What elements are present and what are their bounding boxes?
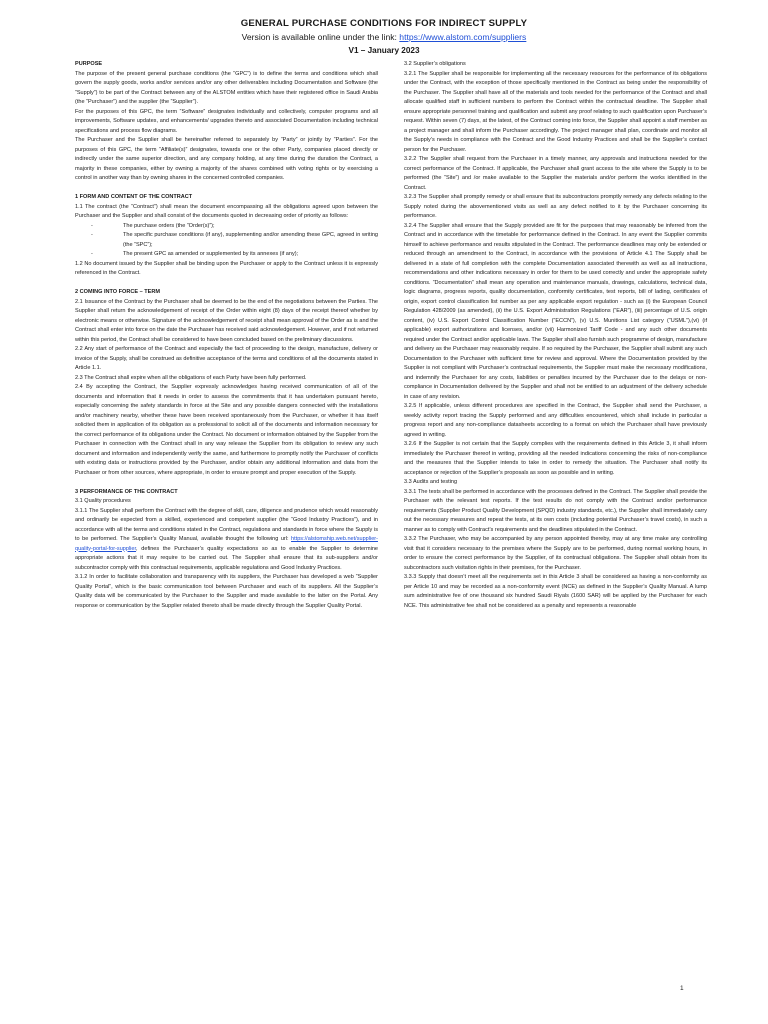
paragraph: 3.2.5 If applicable, unless different procedures are specified in the Contract, the Supplier shall send the Purchaser, a weekly activity report tracing the Supply performed and any difficulties encountered, which shall include in particular a progress report and any non-compliance datasheets according to a format on which the Purchaser shall have previously agreed in writing. <box>404 403 707 438</box>
paragraph: 3.2.3 The Supplier shall promptly remedy or shall ensure that its subcontractors promptly remedy any defects relating to the Supply noted during the abovementioned visits as well as any defect notified to it by the Purchaser concerning its performance. <box>404 194 707 219</box>
list-item-text: The specific purchase conditions (if any), supplementing and/or amending these GPC, agreed in writing (the “SPC”); <box>123 232 378 248</box>
list-item: - The specific purchase conditions (if any), supplementing and/or amending these GPC, agreed in writing (the “SPC”); <box>91 232 378 248</box>
paragraph-text: , defines the Purchaser’s quality expectations so as to enable the Supplier to determine appropriate actions that it may require to be carried out. The Supplier shall ensure that its sub-suppliers and/or subcontractor comply with this contractual requirements, applicable regulations and Good Industry Practices. <box>75 545 378 571</box>
paragraph-text: 3.1.1 The Supplier shall perform the Contract with the degree of skill, care, diligence and prudence which would reasonably and ordinarily be expected from a skilled, experienced and competent supplier (the “Good Industry Practices”), and in accordance with all the terms and conditions stated in the Contract, regulations and standards in force where the Supply is to be performed. The Supplier’s Quality Manual, available thought the following url: <box>75 507 378 542</box>
paragraph: 2.1 Issuance of the Contract by the Purchaser shall be deemed to be the end of the negotiations between the Parties. The Supplier shall return the acknowledgement of receipt of the Order within eight (8) days of the receipt thereof whether by electronic means or otherwise. Signature of the acknowledgement of receipt shall mean approval of the Order as is and the Contract shall enter into force on the date the Purchaser has received said acknowledgement. However, and if not returned within this period, the Contract shall be considered to have been concluded based on the preliminary discussions. <box>75 298 378 343</box>
right-column <box>404 60 707 611</box>
paragraph: 2.2 Any start of performance of the Contract and especially the fact of proceeding to the design, manufacture, delivery or invoice of the Supply, shall be construed as definitive acceptance of the terms and conditions of all the documents stated in Article 1.1. <box>75 346 378 371</box>
paragraph: 2.4 By accepting the Contract, the Supplier expressly acknowledges having received communication of all of the documents and information that it needs in order to assess the commitments that it has undertaken pursuant hereto, especially concerning the safety standards in force at the Site and any possible dangers connected with the installations and/or machinery nearby, whether these have been received spontaneously from the Purchaser, or whether it has itself solicited them in application of its obligation as a professional to solicit all of the documents and information necessary for the correct performance of its obligations under the Contract. No document or information obtained by the Supplier from the Purchaser in connection with the Contract shall in any way release the Supplier from its obligation to review any such document and information and independently verify the same, and furthermore to promptly notify the Purchaser of conflicts with existing data or instructions provided by the Purchaser, and/or obtain any additional information and data from the Purchaser or from other sources, where appropriate, in order to ensure prompt and proper execution of the Supply. <box>75 384 378 476</box>
page-number: 1 <box>680 985 684 992</box>
list-item: - The purchase orders (the “Order(s)”); <box>91 222 215 229</box>
left-column <box>75 60 378 611</box>
paragraph: 3.2.2 The Supplier shall request from the Purchaser in a timely manner, any approvals and instructions needed for the correct performance of the Contract. If applicable, the Purchaser shall grant access to the site where the Supply is to be performed (the “Site”) and /or make available to the Supplier the materials and/or perform the works identified in the Contract. <box>404 156 707 191</box>
paragraph: The Purchaser and the Supplier shall be hereinafter referred to separately by “Party” or jointly by “Parties”. For the purposes of this GPC, the term “Affiliate(s)” designates, towards one or the other Party, companies placed directly or indirectly under the same superior direction, and any company holding, at any time during the duration the Contract, a majority in these companies, either by owning a majority of the shares combined with voting rights or by exercising a control in another way than by owning shares in the concerned controlled companies. <box>75 137 378 181</box>
section-heading-3: 3 PERFORMANCE OF THE CONTRACT <box>75 488 178 495</box>
version-prefix: Version is available online under the link: <box>241 32 400 42</box>
list-item: - The present GPC as amended or supplemented by its annexes (if any); <box>91 251 299 257</box>
paragraph: 3.3.2 The Purchaser, who may be accompanied by any person appointed thereby, may at any time make any controlling visit that it considers necessary to the premises where the Supply are to be performed, during normal working hours, in order to ensure the correct performance by the Supplier, of its contractual obligations. The Supplier shall obtain from its subcontractors such visitation rights in their premises, for the Purchaser. <box>404 536 707 571</box>
subsection-heading: 3.3 Audits and testing <box>404 479 458 485</box>
paragraph: 3.2.6 If the Supplier is not certain that the Supply complies with the requirements defined in this Article 3, it shall inform immediately the Purchaser thereof in writing, providing all the needed indications concerning the risks of non-compliance and the measures that the Supplier intends to take in order to remedy the situation. The Purchaser shall notify its acceptance or rejection of the Supplier’s proposals as soon as possible and in writing. <box>404 441 707 476</box>
list-item-text: The present GPC as amended or supplemented by its annexes (if any); <box>123 251 299 257</box>
subsection-heading: 3.1 Quality procedures <box>75 498 131 504</box>
version-line <box>0 32 768 42</box>
document-title: GENERAL PURCHASE CONDITIONS FOR INDIRECT SUPPLY <box>240 18 528 29</box>
subsection-heading: 3.2 Supplier’s obligations <box>404 61 466 67</box>
paragraph: 3.2.4 The Supplier shall ensure that the Supply provided are fit for the purposes that may reasonably be inferred from the Contract and in accordance with the timetable for performance defined in the Contract. In any event the Supplier commits himself to achieve performance and results stipulated in the Contract. The performance deadlines may only be extended or reduced through an amendment to the Contract, in accordance with the provisions of Article 4.1 The Supply shall be delivered in a state of full completion with the complete Documentation associated therewith as well as all instructions, recommendations and other indications necessary in order for them to be used correctly and under the appropriate safety conditions. “Documentation” shall mean any operation and maintenance manuals, drawings, calculations, technical data, logic diagrams, progress reports, quality documentation, conformity certificates, test reports, bill of lading, certificates of origin, export control classification list number as per any applicable export regulation - such as (i) the European Council Regulation 428/2009 (as amended), (ii) the U.S. Export Administration Regulations (“EAR”), (iii) percentage of U.S. origin content, (iv) U.S. Export Control Classification Number (“ECCN”), (v) U.S. Munitions List category (“USML”),(vi) (if applicable) export authorizations and licenses, and/or (vii) Harmonized Tariff Code - and any such other documents required under the Contract and/or applicable laws. The Supplier shall also furnish such programme of design, manufacture and delivery as the Purchaser may reasonably require. If so required by the Purchaser, the Supplier shall submit any such Documentation to the Purchaser with sufficient time for review and approval. Where the Documentation provided by the Supplier is not compliant with Purchaser’s contractual requirements, the Supplier must make the necessary modifications, and indemnify the Purchaser for any costs, liabilities or penalties incurred by the Purchaser due to the delays or non-compliance in Documentation delivered by the Supplier and shall not be entitled to an adjustment of the delivery schedule in case of any revision. <box>404 222 707 400</box>
paragraph: 1.1 The contract (the “Contract”) shall mean the document encompassing all the obligations agreed upon between the Purchaser and the Supplier and shall consist of the documents quoted in decreasing order of priority as follows: <box>75 203 378 219</box>
paragraph <box>75 507 378 574</box>
paragraph: The purpose of the present general purchase conditions (the “GPC”) is to define the terms and conditions which shall govern the supply goods, works and/or services and/or any other deliverables including Documentation and Software (the “Supply”) to be part of the Contract between any of the ALSTOM entities which have their registered office in Saudi Arabia (the “Purchaser”) and the supplier (the “Supplier”). <box>75 70 378 105</box>
paragraph: For the purposes of this GPC, the term “Software” designates individually and collectively, computer programs and all improvements, Software updates, and enhancements/ upgrades thereto and associated Documentation including technical specifications and process flow diagrams. <box>75 108 378 134</box>
version-date: V1 – January 2023 <box>348 46 420 55</box>
paragraph: 3.3.3 Supply that doesn’t meet all the requirements set in this Article 3 shall be considered as having a non-conformity as per Article 10 and may be recorded as a non-conformity event (NCE) as defined in the Supplier’s Quality Manual. A lump sum administrative fee of one thousand six hundred Saudi Riyals (1600 SAR) will be applied by the Purchaser for each NCE. This administrative fee shall not be considered as a penalty and represents a reasonable <box>404 574 707 609</box>
section-heading-2: 2 COMING INTO FORCE – TERM <box>75 289 160 295</box>
section-heading-purpose: PURPOSE <box>75 61 103 67</box>
paragraph: 2.3 The Contract shall expire when all the obligations of each Party have been fully performed. <box>75 374 307 381</box>
quality-portal-link[interactable]: https://alstomship.web.net/supplier-quality-portal-for-supplier <box>75 536 378 552</box>
paragraph: 1.2 No document issued by the Supplier shall be binding upon the Purchaser or apply to the Contract unless it is expressly referenced in the Contract. <box>75 260 378 276</box>
suppliers-link[interactable]: https://www.alstom.com/suppliers <box>399 32 527 42</box>
paragraph: 3.3.1 The tests shall be performed in accordance with the processes defined in the Contract. The Supplier shall provide the Purchaser with the relevant test reports. If the test results do not comply with the Contract and/or performance requirements (Supplier Product Quality Development (SPQD) industry standards, etc.), the Supplier shall immediately carry out the necessary measures and repeat the tests, at its own costs (including potential Purchaser’s travel costs), in such a manner as to comply with Contract’s requirements and the deadlines stipulated in the Contract. <box>404 488 707 533</box>
paragraph: 3.1.2 In order to facilitate collaboration and transparency with its suppliers, the Purchaser has developed a web “Supplier Quality Portal”, which is the basic communication tool between Purchaser and each of its suppliers. All the Supplier’s Quality data will be communicated by the Purchaser to the Supplier and made available to the latter on the Portal. Any response or communication by the Supplier related thereto shall be made directly through the Supplier Quality Portal. <box>75 574 378 609</box>
section-heading-1: 1 FORM AND CONTENT OF THE CONTRACT <box>75 194 193 200</box>
paragraph: 3.2.1 The Supplier shall be responsible for implementing all the necessary resources for the performance of its obligations under the Contract, with the exception of those specifically mentioned in the Contract as being under the responsibility of the Purchaser. The Supplier shall have all of the materials and tools needed for the performance of the Contract and shall allocate qualified staff in sufficient numbers to perform the Contract within the contractual deadline. The Supplier shall ensure appropriate personnel training and qualification and submit any proof relating to such qualification upon Purchaser’s request. Within seven (7) days, at the latest, of the Contract coming into force, the Supplier shall appoint a staff member as a project manager and shall inform the Purchaser accordingly. The project manager shall plan, coordinate and monitor all the Supply’s needs in compliance with the Contract and the Good Industry Practices and shall be the Supplier’s contact person for the Purchaser. <box>404 70 707 153</box>
list-item-text: The purchase orders (the “Order(s)”); <box>123 222 215 229</box>
